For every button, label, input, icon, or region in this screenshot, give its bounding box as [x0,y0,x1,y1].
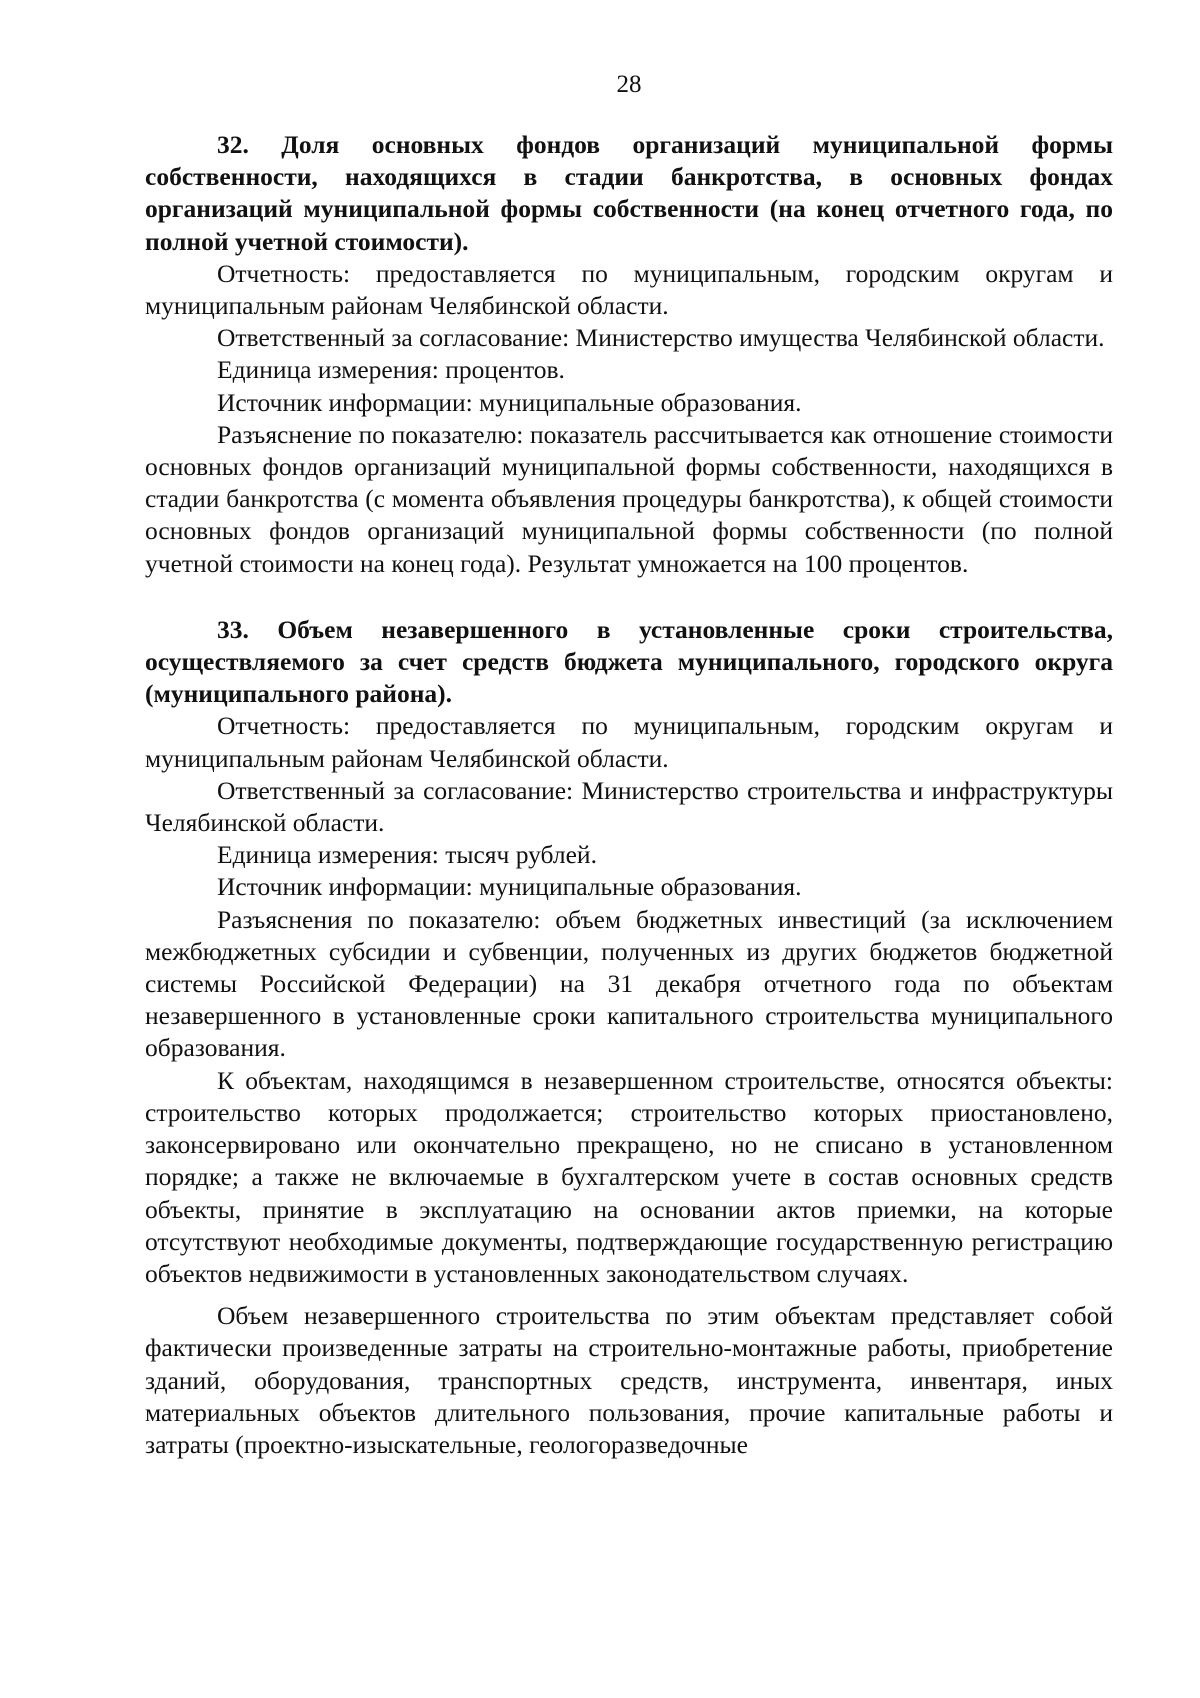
section-32 [145,129,1113,580]
reporting-paragraph: Отчетность: предоставляется по муниципальным, городским округам и муниципальным районам Челябинской области. [145,258,1113,321]
volume-paragraph: Объем незавершенного строительства по этим объектам представляет собой фактически произведенные затраты на строительно-монтажные работы, приобретение зданий, оборудования, транспортных средств, инструмента, инвентаря, иных материальных объектов длительного пользования, прочие капитальные работы и затраты (проектно-изыскательные, геологоразведочные [145,1301,1113,1459]
section-heading: 32. Доля основных фондов организаций муниципальной формы собственности, находящихся в стадии банкротства, в основных фондах организаций муниципальной формы собственности (на конец отчетного года, по полной учетной стоимости). [145,130,1113,256]
section-spacer [145,580,1113,614]
reporting-paragraph: Отчетность: предоставляется по муниципальным, городским округам и муниципальным районам Челябинской области. [145,711,1113,773]
explanation-paragraph: Разъяснение по показателю: показатель рассчитывается как отношение стоимости основных фондов организаций муниципальной формы собственности, находящихся в стадии банкротства (с момента объявления процедуры банкротства), к общей стоимости основных фондов организаций муниципальной формы собственности (по полной учетной стоимости на конец года). Результат умножается на 100 процентов. [145,419,1113,578]
paragraph-spacer [145,1290,1113,1300]
source-paragraph: Источник информации: муниципальные образования. [217,872,802,902]
page-number: 28 [616,71,642,98]
explanation-paragraph: Разъяснения по показателю: объем бюджетных инвестиций (за исключением межбюджетных субсидии и субвенции, полученных из других бюджетов бюджетной системы Российской Федерации) на 31 декабря отчетного года по объектам незавершенного в установленные сроки капитального строительства муниципального образования. [145,904,1113,1063]
source-paragraph: Источник информации: муниципальные образования. [217,387,802,417]
unit-paragraph: Единица измерения: процентов. [217,355,565,385]
section-33 [145,614,1113,1461]
objects-paragraph: К объектам, находящимся в незавершенном строительстве, относятся объекты: строительство которых продолжается; строительство которых приостановлено, законсервировано или окончательно прекращено, но не списано в установленном порядке; а также не включаемые в бухгалтерском учете в состав основных средств объекты, принятие в эксплуатацию на основании актов приемки, на которые отсутствуют необходимые документы, подтверждающие государственную регистрацию объектов недвижимости в установленных законодательством случаях. [145,1065,1113,1288]
unit-paragraph: Единица измерения: тысяч рублей. [217,840,597,870]
responsible-paragraph: Ответственный за согласование: Министерство имущества Челябинской области. [217,323,1105,353]
section-heading: 33. Объем незавершенного в установленные сроки строительства, осуществляемого за счет средств бюджета муниципального, городского округа (муниципального района). [145,614,1113,709]
responsible-paragraph: Ответственный за согласование: Министерство строительства и инфраструктуры Челябинской области. [145,775,1113,838]
document-body [145,129,1113,1461]
